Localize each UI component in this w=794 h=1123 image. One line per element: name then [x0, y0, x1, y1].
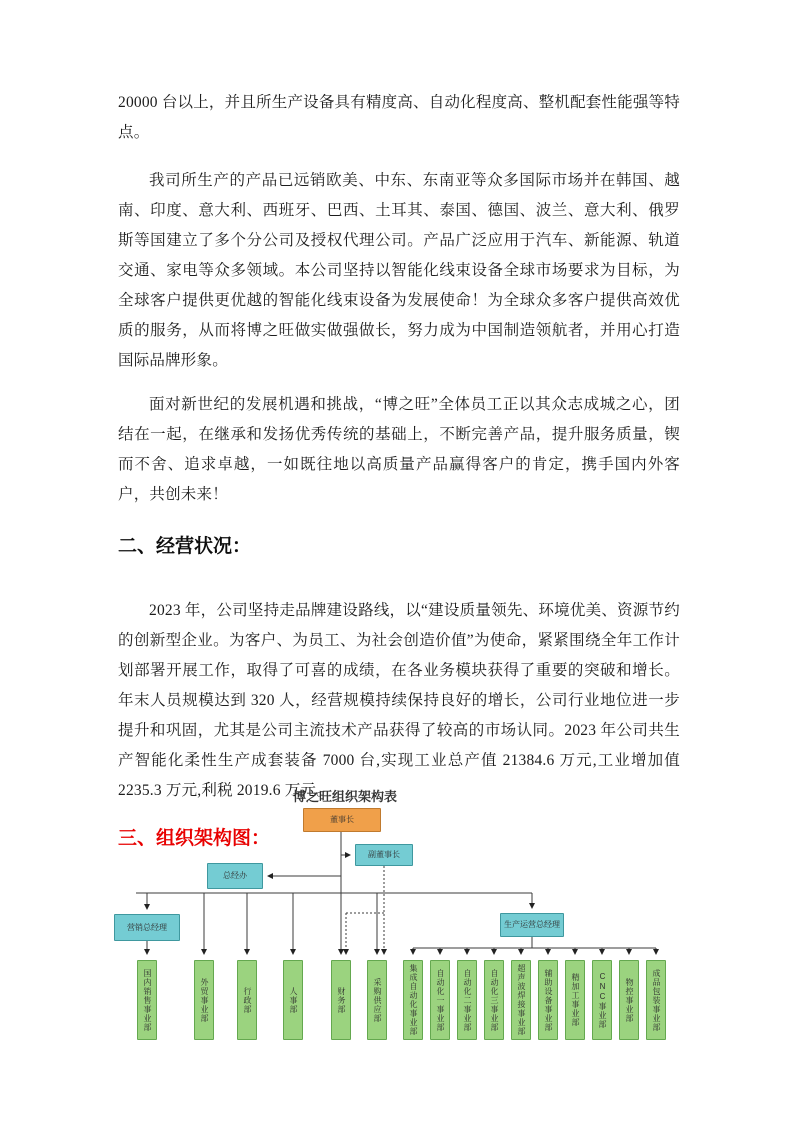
org-box-vice-chairman: 副董事长 — [355, 844, 413, 866]
dept-label: 自动化二事业部 — [463, 968, 472, 1032]
org-box-dept-automation-3 — [484, 960, 504, 1040]
dept-label: 外贸事业部 — [200, 977, 209, 1023]
dept-label: 国内销售事业部 — [143, 968, 152, 1032]
dept-label: 成品包装事业部 — [652, 968, 661, 1032]
dept-label: CNC事业部 — [598, 971, 607, 1029]
org-box-dept-hr — [283, 960, 303, 1040]
dept-label: 超声波焊接事业部 — [517, 964, 526, 1036]
paragraph-products-markets: 我司所生产的产品已远销欧美、中东、东南亚等众多国际市场并在韩国、越南、印度、意大利、西班牙、巴西、土耳其、泰国、德国、波兰、意大利、俄罗斯等国建立了多个分公司及授权代理公司。产品广泛应用于汽车、新能源、轨道交通、家电等众多领域。本公司坚持以智能化线束设备全球市场要求为目标，为全球客户提供更优越的智能化线束设备为发展使命！为全球众多客户提供高效优质的服务，从而将博之旺做实做强做长，努力成为中国制造领航者，并用心打造国际品牌形象。 — [118, 172, 680, 369]
org-box-dept-auxiliary-equipment — [538, 960, 558, 1040]
org-chart — [0, 772, 794, 1123]
dept-label: 集成自动化事业部 — [409, 964, 418, 1036]
dept-label: 行政部 — [243, 986, 252, 1014]
org-chart-title: 博之旺组织架构表 — [292, 789, 397, 804]
org-box-dept-automation-1 — [430, 960, 450, 1040]
dept-label: 精加工事业部 — [571, 973, 580, 1027]
org-box-gm-office: 总经办 — [207, 863, 263, 889]
section-heading-org-chart: 三、组织架构图： — [118, 828, 271, 849]
document-body — [118, 88, 680, 852]
org-box-dept-purchasing-supply — [367, 960, 387, 1040]
org-box-dept-material-control — [619, 960, 639, 1040]
dept-label: 辅助设备事业部 — [544, 968, 553, 1032]
org-box-production-gm: 生产运营总经理 — [500, 913, 564, 937]
paragraph-outlook: 面对新世纪的发展机遇和挑战，“博之旺”全体员工正以其众志成城之心，团结在一起，在继承和发扬优秀传统的基础上，不断完善产品，提升服务质量，锲而不舍、追求卓越，一如既往地以高质量产品赢得客户的肯定，携手国内外客户，共创未来！ — [118, 396, 680, 503]
org-box-dept-automation-2 — [457, 960, 477, 1040]
org-box-dept-cnc — [592, 960, 612, 1040]
org-box-dept-administration — [237, 960, 257, 1040]
org-box-dept-domestic-sales — [137, 960, 157, 1040]
dept-label: 采购供应部 — [373, 977, 382, 1023]
org-box-dept-foreign-trade — [194, 960, 214, 1040]
paragraph-continued: 20000 台以上，并且所生产设备具有精度高、自动化程度高、整机配套性能强等特点。 — [118, 94, 680, 141]
section-heading-business-status: 二、经营状况： — [118, 536, 252, 557]
dept-label: 人事部 — [289, 986, 298, 1014]
org-box-chairman: 董事长 — [303, 808, 381, 832]
org-box-dept-ultrasonic-welding — [511, 960, 531, 1040]
dept-label: 财务部 — [337, 986, 346, 1014]
org-box-dept-finance — [331, 960, 351, 1040]
org-box-marketing-gm: 营销总经理 — [114, 914, 180, 941]
dept-label: 物控事业部 — [625, 977, 634, 1023]
org-chart-connectors — [0, 772, 794, 1123]
org-box-dept-precision-machining — [565, 960, 585, 1040]
org-box-dept-packaging — [646, 960, 666, 1040]
dept-label: 自动化一事业部 — [436, 968, 445, 1032]
org-box-dept-integrated-automation — [403, 960, 423, 1040]
paragraph-2023-results: 2023 年，公司坚持走品牌建设路线，以“建设质量领先、环境优美、资源节约的创新型企业。为客户、为员工、为社会创造价值”为使命，紧紧围绕全年工作计划部署开展工作，取得了可喜的成绩，在各业务模块获得了重要的突破和增长。年末人员规模达到 320 人，经营规模持续保持良好的增长，公司行业地位进一步提升和巩固，尤其是公司主流技术产品获得了较高的市场认同。2023 年公司共生产智能化柔性生产成套装备 7000 台,实现工业总产值 21384.6 万元,工业增加值 2235.3 万元,利税 2019.6 万元。 — [118, 602, 680, 799]
dept-label: 自动化三事业部 — [490, 968, 499, 1032]
